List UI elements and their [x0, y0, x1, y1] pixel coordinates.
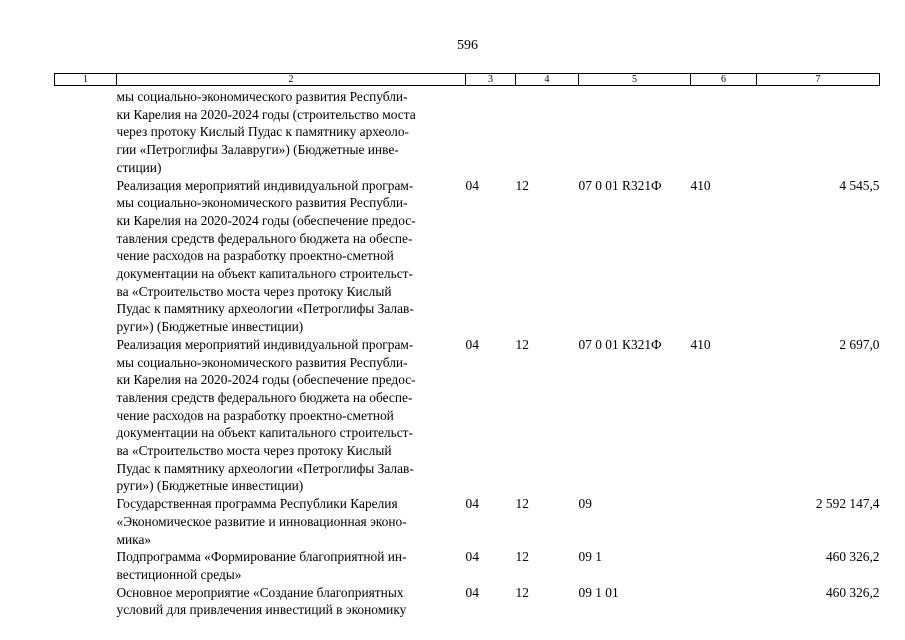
subsection-code: 12 — [515, 177, 529, 193]
table-row — [55, 548, 880, 583]
column-number-header — [55, 74, 880, 86]
empty-cell — [55, 584, 117, 619]
description-line: «Экономическое развитие и инновационная эконо- — [116, 513, 407, 529]
description-line: ки Карелия на 2020-2024 годы (строительство моста — [116, 106, 416, 122]
empty-cell — [55, 495, 117, 548]
section-code: 04 — [465, 336, 479, 352]
target-article-code: 09 1 01 — [578, 584, 619, 600]
description-line: Государственная программа Республики Карелия — [116, 496, 398, 512]
page-number: 596 — [457, 38, 478, 53]
amount: 4 545,5 — [839, 177, 880, 193]
row-description — [117, 495, 466, 548]
description-line: ки Карелия на 2020-2024 годы (обеспечение предос- — [116, 372, 416, 388]
description-line: через протоку Кислый Пудас к памятнику археоло- — [116, 124, 409, 140]
target-article-code: 07 0 01 К321Ф — [578, 336, 662, 352]
column-header: 4 — [516, 74, 579, 86]
description-line: стиции) — [116, 159, 162, 175]
description-line: Подпрограмма «Формирование благоприятной ин- — [116, 549, 407, 565]
subsection-code: 12 — [515, 584, 529, 600]
target-article-code: 09 — [578, 496, 592, 512]
row-description — [117, 548, 466, 583]
table-row — [55, 495, 880, 548]
description-line: условий для привлечения инвестиций в экономику — [116, 602, 407, 618]
section-code: 04 — [465, 177, 479, 193]
amount: 2 592 147,4 — [815, 496, 880, 512]
row-description — [117, 86, 466, 177]
table-body — [55, 86, 880, 620]
description-line: Пудас к памятнику археологии «Петроглифы Залав- — [116, 301, 414, 317]
section-code: 04 — [465, 496, 479, 512]
amount: 460 326,2 — [825, 584, 880, 600]
description-line: гии «Петроглифы Залавруги») (Бюджетные инве- — [116, 142, 399, 158]
row-description — [117, 336, 466, 495]
description-line: Пудас к памятнику археологии «Петроглифы Залав- — [116, 460, 414, 476]
description-line: ва «Строительство моста через протоку Кислый — [116, 283, 392, 299]
table-row — [55, 86, 880, 177]
description-line: тавления средств федерального бюджета на обеспе- — [116, 230, 413, 246]
description-line: ва «Строительство моста через протоку Кислый — [116, 443, 392, 459]
description-line: мы социально-экономического развития Республи- — [116, 89, 408, 104]
expense-type-code — [691, 548, 757, 583]
subsection-code: 12 — [515, 496, 529, 512]
description-line: чение расходов на разработку проектно-сметной — [116, 248, 394, 264]
description-line: мика» — [116, 531, 152, 547]
expense-type-code: 410 — [690, 177, 711, 193]
expense-type-code — [691, 495, 757, 548]
column-header: 7 — [757, 74, 880, 86]
section-code — [466, 86, 516, 177]
subsection-code: 12 — [515, 549, 529, 565]
table-row — [55, 336, 880, 495]
target-article-code — [579, 86, 691, 177]
amount — [757, 86, 880, 177]
expense-type-code: 410 — [690, 336, 711, 352]
description-line: руги») (Бюджетные инвестиции) — [116, 478, 304, 494]
section-code: 04 — [465, 549, 479, 565]
description-line: Реализация мероприятий индивидуальной програм- — [116, 177, 414, 193]
description-line: тавления средств федерального бюджета на обеспе- — [116, 389, 413, 405]
description-line: руги») (Бюджетные инвестиции) — [116, 319, 304, 335]
budget-table — [54, 73, 880, 619]
table-row — [55, 584, 880, 619]
empty-cell — [55, 177, 117, 336]
amount: 2 697,0 — [839, 336, 880, 352]
subsection-code — [516, 86, 579, 177]
column-header: 1 — [55, 74, 117, 86]
description-line: Реализация мероприятий индивидуальной програм- — [116, 336, 414, 352]
description-line: Основное мероприятие «Создание благоприятных — [116, 584, 404, 600]
description-line: чение расходов на разработку проектно-сметной — [116, 407, 394, 423]
empty-cell — [55, 336, 117, 495]
table-row — [55, 177, 880, 336]
description-line: мы социально-экономического развития Республи- — [116, 195, 408, 211]
subsection-code: 12 — [515, 336, 529, 352]
description-line: документации на объект капитального строительст- — [116, 266, 413, 282]
description-line: мы социально-экономического развития Республи- — [116, 354, 408, 370]
expense-type-code — [691, 86, 757, 177]
column-header: 2 — [117, 74, 466, 86]
empty-cell — [55, 548, 117, 583]
column-header: 6 — [691, 74, 757, 86]
target-article-code: 09 1 — [578, 549, 602, 565]
description-line: ки Карелия на 2020-2024 годы (обеспечение предос- — [116, 212, 416, 228]
amount: 460 326,2 — [825, 549, 880, 565]
empty-cell — [55, 86, 117, 177]
column-header: 3 — [466, 74, 516, 86]
description-line: вестиционной среды» — [116, 566, 242, 582]
section-code: 04 — [465, 584, 479, 600]
expense-type-code — [691, 584, 757, 619]
row-description — [117, 177, 466, 336]
column-header: 5 — [579, 74, 691, 86]
row-description — [117, 584, 466, 619]
target-article-code: 07 0 01 R321Ф — [578, 177, 662, 193]
description-line: документации на объект капитального строительст- — [116, 425, 413, 441]
